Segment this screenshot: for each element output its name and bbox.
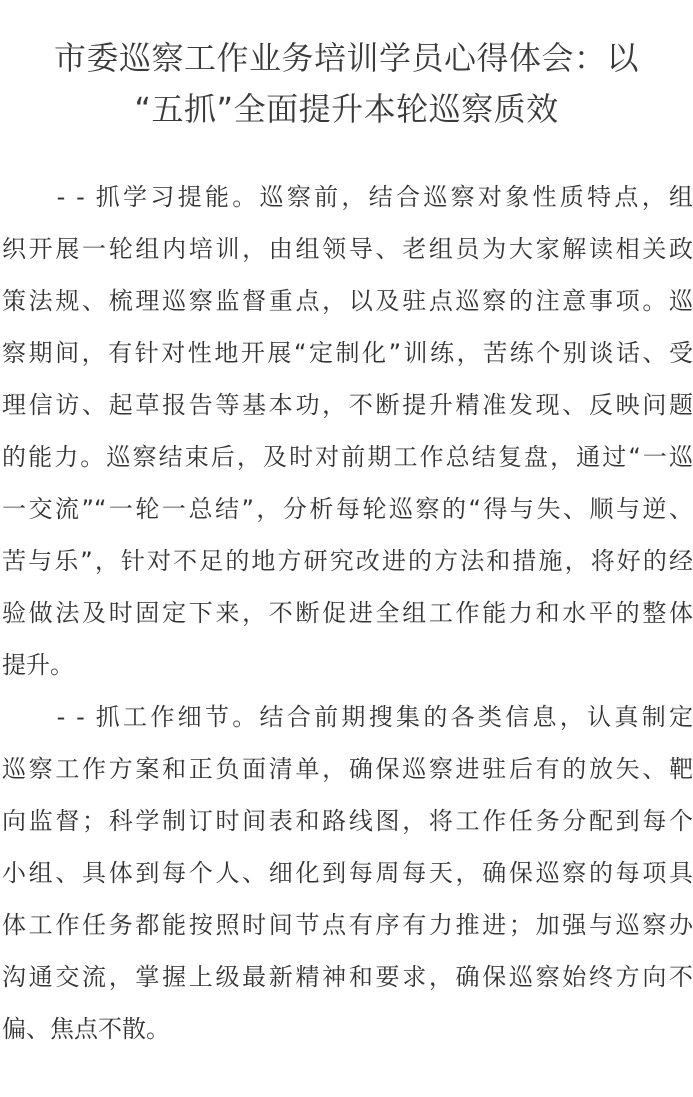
paragraph-line: 提升。: [2, 651, 74, 679]
paragraph-line: 向监督；科学制订时间表和路线图，将工作任务分配到每个: [2, 807, 693, 835]
paragraph-line: 苦与乐”，针对不足的地方研究改进的方法和措施，将好的经: [2, 547, 693, 575]
paragraph-line: 验做法及时固定下来，不断促进全组工作能力和水平的整体: [2, 599, 693, 627]
article-body: [0, 135, 693, 1055]
paragraph-line: - - 抓学习提能。巡察前，结合巡察对象性质特点，组: [2, 183, 693, 211]
paragraph-study: [2, 171, 693, 691]
paragraph-line: 一交流”“一轮一总结”，分析每轮巡察的“得与失、顺与逆、: [2, 495, 693, 523]
paragraph-line: 体工作任务都能按照时间节点有序有力推进；加强与巡察办: [2, 911, 693, 939]
paragraph-work-details: [2, 691, 693, 1055]
paragraph-line: - - 抓工作细节。结合前期搜集的各类信息，认真制定: [2, 703, 693, 731]
paragraph-line: 偏、焦点不散。: [2, 1015, 170, 1043]
paragraph-line: 的能力。巡察结束后，及时对前期工作总结复盘，通过“一巡: [2, 443, 693, 471]
article-title-line-2: “五抓”全面提升本轮巡察质效: [134, 90, 559, 128]
paragraph-line: 理信访、起草报告等基本功，不断提升精准发现、反映问题: [2, 391, 693, 419]
paragraph-line: 察期间，有针对性地开展“定制化”训练，苦练个别谈话、受: [2, 339, 693, 367]
paragraph-line: 策法规、梳理巡察监督重点，以及驻点巡察的注意事项。巡: [2, 287, 693, 315]
paragraph-line: 沟通交流，掌握上级最新精神和要求，确保巡察始终方向不: [2, 963, 693, 991]
paragraph-line: 小组、具体到每个人、细化到每周每天，确保巡察的每项具: [2, 859, 693, 887]
paragraph-line: 巡察工作方案和正负面清单，确保巡察进驻后有的放矢、靶: [2, 755, 693, 783]
article-title: [0, 0, 693, 135]
paragraph-line: 织开展一轮组内培训，由组领导、老组员为大家解读相关政: [2, 235, 693, 263]
article-title-line-1: 市委巡察工作业务培训学员心得体会：以: [53, 39, 639, 77]
